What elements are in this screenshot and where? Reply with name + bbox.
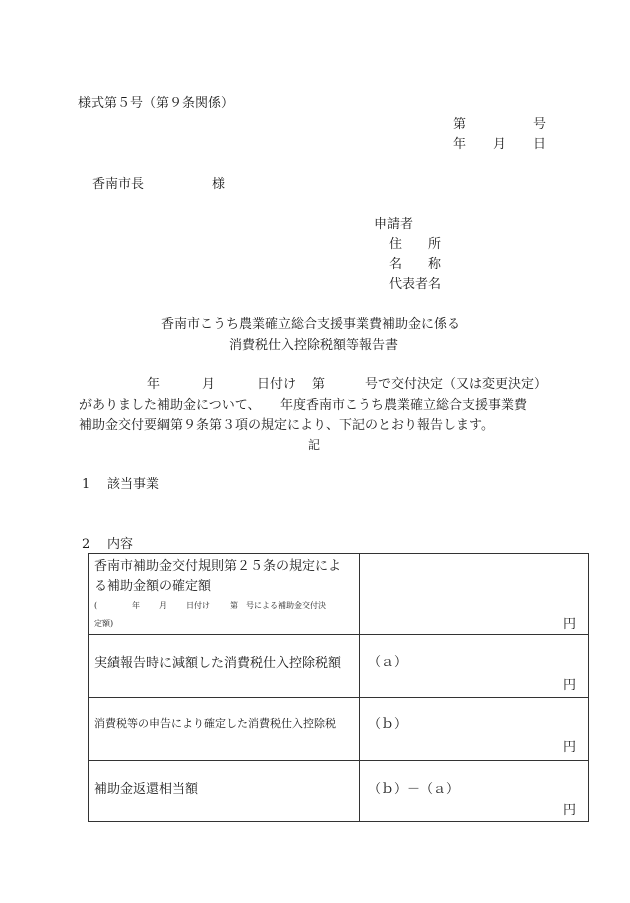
row2-label-cell — [89, 635, 360, 698]
row4-label: 補助金返還相当額 — [94, 782, 199, 797]
row3-label: 消費税等の申告により確定した消費税仕入控除税 — [94, 717, 336, 730]
row2-value-cell — [360, 635, 589, 698]
row3-unit: 円 — [562, 740, 576, 755]
table-row — [89, 635, 589, 698]
row1-note-year: 年 — [132, 601, 140, 610]
row1-value-cell — [360, 554, 589, 635]
applicant-title: 申請者 — [374, 217, 414, 232]
row4-label-cell — [89, 761, 360, 822]
row1-note-dated: 日付け — [186, 601, 210, 610]
doc-number-prefix: 第 — [453, 117, 467, 132]
section-2-number: 2 — [82, 537, 91, 552]
row3-mark: （ｂ） — [368, 717, 408, 732]
body-year: 年 — [147, 377, 161, 392]
row1-label-line1: 香南市補助金交付規則第２５条の規定によ — [94, 559, 342, 574]
ki-heading: 記 — [308, 438, 321, 452]
row1-note-number: 第 号による補助金交付決 — [230, 601, 326, 610]
doc-number-suffix: 号 — [533, 117, 547, 132]
row1-note-month: 月 — [159, 601, 167, 610]
body-month: 月 — [202, 377, 216, 392]
row1-note-end: 定額) — [94, 619, 114, 628]
document-title-line1: 香南市こうち農業確立総合支援事業費補助金に係る — [161, 317, 461, 332]
section-1-title: 該当事業 — [107, 477, 160, 492]
report-table — [88, 553, 589, 822]
body-line2: がありました補助金について、 年度香南市こうち農業確立総合支援事業費 — [79, 398, 527, 413]
applicant-address-label: 住 所 — [389, 237, 442, 252]
row1-label-line2: る補助金額の確定額 — [94, 579, 212, 594]
document-title-line2: 消費税仕入控除税額等報告書 — [229, 338, 399, 353]
row1-label-cell — [89, 554, 360, 635]
table-row — [89, 761, 589, 822]
row1-unit: 円 — [562, 617, 576, 632]
date-year: 年 — [453, 137, 467, 152]
addressee-honorific: 様 — [212, 177, 226, 192]
date-month: 月 — [493, 137, 507, 152]
row4-value-cell — [360, 761, 589, 822]
row1-note-open: ( — [94, 601, 98, 610]
body-line3: 補助金交付要綱第９条第３項の規定により、下記のとおり報告します。 — [79, 418, 494, 433]
form-label: 様式第５号（第９条関係） — [78, 96, 235, 111]
body-line1-end: 号で交付決定（又は変更決定） — [365, 377, 548, 392]
section-2-title: 内容 — [107, 537, 134, 552]
row3-value-cell — [360, 698, 589, 761]
applicant-name-label: 名 称 — [389, 257, 442, 272]
addressee-name: 香南市長 — [92, 177, 145, 192]
body-number-prefix: 第 — [312, 377, 326, 392]
row4-mark: （ｂ）－（ａ） — [368, 782, 460, 797]
row2-mark: （ａ） — [368, 655, 408, 670]
applicant-representative-label: 代表者名 — [389, 277, 442, 292]
table-row — [89, 698, 589, 761]
row3-label-cell — [89, 698, 360, 761]
table-row — [89, 554, 589, 635]
body-dated: 日付け — [257, 377, 297, 392]
row4-unit: 円 — [562, 803, 576, 818]
row2-label: 実績報告時に減額した消費税仕入控除税額 — [94, 656, 342, 671]
section-1-number: 1 — [82, 477, 91, 492]
row2-unit: 円 — [562, 678, 576, 693]
date-day: 日 — [533, 137, 547, 152]
